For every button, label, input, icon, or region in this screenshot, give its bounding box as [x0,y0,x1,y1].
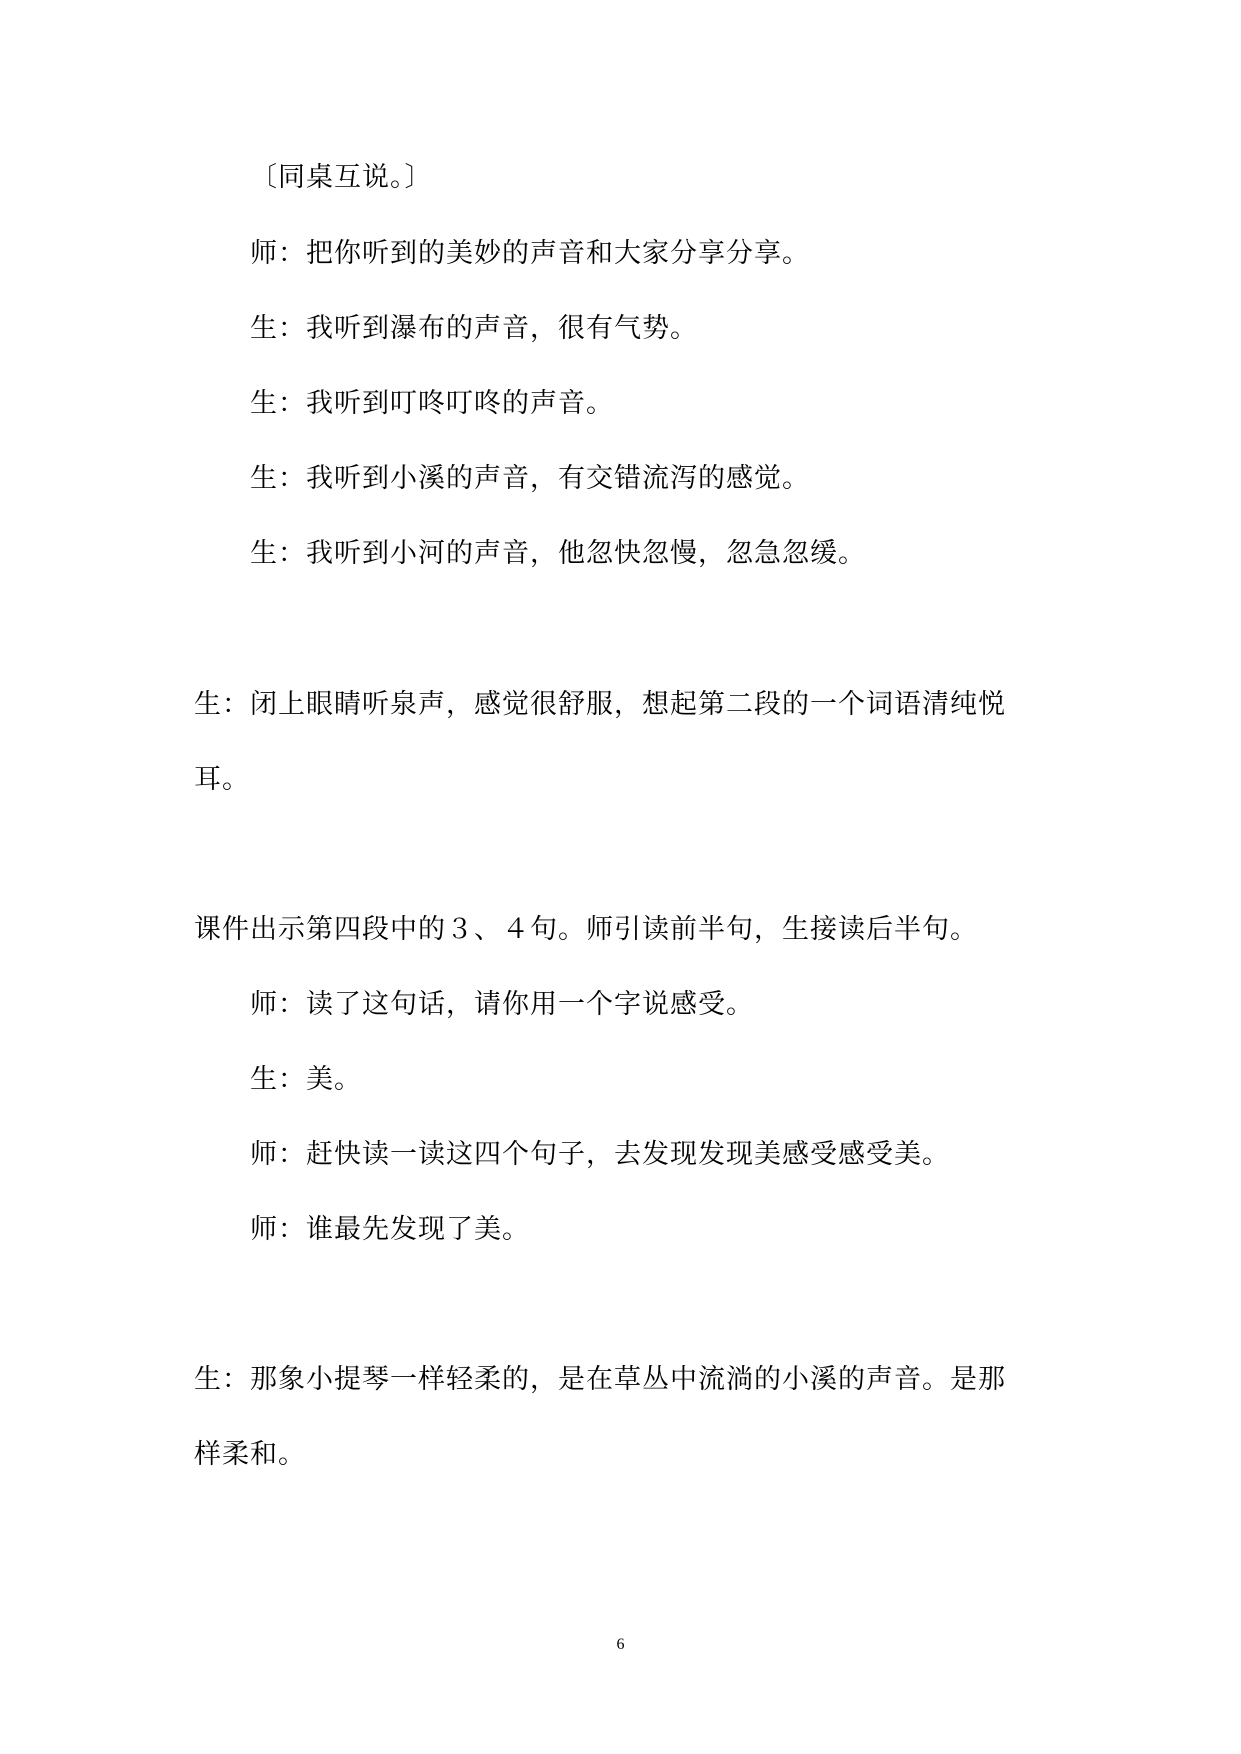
paragraph-line: 生：那象小提琴一样轻柔的，是在草丛中流淌的小溪的声音。是那 [194,1364,1006,1395]
paragraph-line: 师：读了这句话，请你用一个字说感受。 [250,989,754,1020]
paragraph-line: 师：赶快读一读这四个句子，去发现发现美感受感受美。 [250,1139,950,1170]
paragraph-line: 生：我听到小河的声音，他忽快忽慢，忽急忽缓。 [250,538,866,569]
paragraph-line: 师：把你听到的美妙的声音和大家分享分享。 [250,238,810,269]
paragraph-line: 耳。 [194,764,250,795]
paragraph-line: 生：美。 [250,1064,362,1095]
paragraph-line: 课件出示第四段中的３、４句。师引读前半句，生接读后半句。 [194,914,978,945]
page-number: 6 [616,1636,625,1653]
paragraph-line: 样柔和。 [194,1439,306,1470]
paragraph-line: 生：我听到叮咚叮咚的声音。 [250,388,614,419]
paragraph-line: 〔同桌互说。〕 [250,162,433,193]
paragraph-line: 师：谁最先发现了美。 [250,1214,530,1245]
paragraph-line: 生：我听到瀑布的声音，很有气势。 [250,313,698,344]
paragraph-line: 生：我听到小溪的声音，有交错流泻的感觉。 [250,463,810,494]
paragraph-line: 生：闭上眼睛听泉声，感觉很舒服，想起第二段的一个词语清纯悦 [194,689,1006,720]
